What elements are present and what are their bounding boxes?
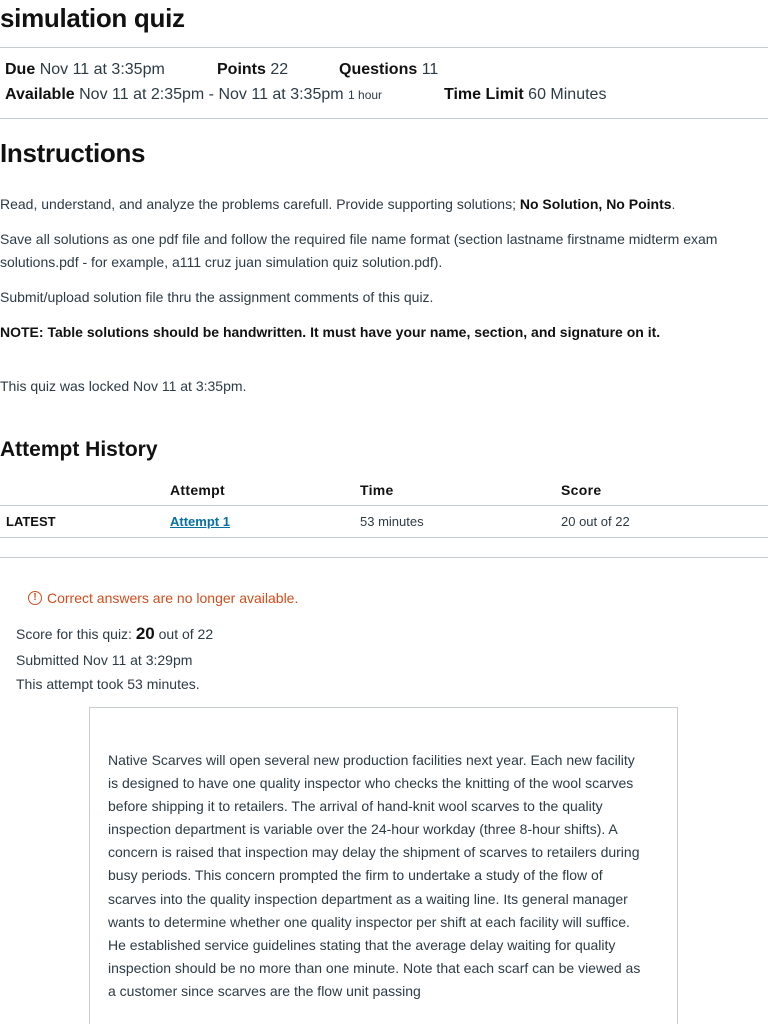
instructions-note: NOTE: Table solutions should be handwritten. It must have your name, section, and signature on it. (0, 324, 661, 340)
answers-unavailable-notice (28, 590, 298, 606)
time-limit-label: Time Limit (444, 86, 524, 103)
due-info (5, 61, 165, 79)
available-duration: 1 hour (348, 88, 383, 102)
instructions-p1-text: Read, understand, and analyze the problems carefull. Provide supporting solutions; (0, 196, 520, 212)
questions-info (339, 61, 438, 79)
divider (0, 557, 768, 558)
quiz-score (16, 624, 213, 644)
attempt-duration: This attempt took 53 minutes. (16, 676, 200, 692)
instructions-heading: Instructions (0, 138, 146, 168)
attempt-time: 53 minutes (360, 514, 424, 529)
due-label: Due (5, 61, 36, 78)
submitted-time: Submitted Nov 11 at 3:29pm (16, 652, 193, 668)
points-label: Points (217, 61, 266, 78)
instructions-paragraph-2: Save all solutions as one pdf file and follow the required file name format (section lastname firstname midterm exam solutions.pdf - for example, a111 cruz juan simulation quiz solution.pdf). (0, 231, 718, 270)
score-suffix: out of 22 (154, 626, 214, 642)
warning-icon: ! (28, 591, 42, 605)
points-value: 22 (270, 61, 289, 78)
locked-message: This quiz was locked Nov 11 at 3:35pm. (0, 378, 247, 394)
attempt-link[interactable]: Attempt 1 (170, 514, 230, 529)
divider (0, 47, 768, 48)
questions-value: 11 (421, 61, 439, 78)
instructions-p1-end: . (671, 196, 676, 212)
available-info (5, 86, 382, 104)
time-limit-info (444, 86, 606, 104)
time-limit-value: 60 Minutes (528, 86, 607, 103)
attempt-score: 20 out of 22 (561, 514, 630, 529)
divider (0, 118, 768, 119)
table-divider (0, 537, 768, 538)
column-header-score: Score (561, 482, 602, 498)
warning-text: Correct answers are no longer available. (47, 590, 299, 606)
score-value: 20 (135, 624, 155, 643)
row-latest-label: LATEST (6, 514, 56, 529)
column-header-time: Time (360, 482, 394, 498)
question-text: Native Scarves will open several new production facilities next year. Each new facility is designed to have one quality inspector who checks the knitting of the wool scarves before shipping it to retailers. The arrival of hand-knit wool scarves to the quality inspection department is variable over the 24-hour workday (three 8-hour shifts). A concern is raised that inspection may delay the shipment of scarves to retailers during busy periods. This concern prompted the firm to undertake a study of the flow of scarves into the quality inspection department as a waiting line. Its general manager wants to determine whether one quality inspector per shift at each facility will suffice. He established service guidelines stating that the average delay waiting for quality inspection should be no more than one minute. Note that each scarf can be viewed as a customer since scarves are the flow unit passing (108, 752, 641, 999)
question-box (89, 707, 678, 1024)
attempt-cell (170, 514, 230, 529)
questions-label: Questions (339, 61, 418, 78)
instructions-paragraph-1 (0, 193, 760, 216)
instructions-p1-bold: No Solution, No Points (519, 196, 672, 212)
page-title: simulation quiz (0, 3, 185, 33)
due-value: Nov 11 at 3:35pm (39, 61, 165, 78)
available-value: Nov 11 at 2:35pm - Nov 11 at 3:35pm (79, 86, 344, 103)
column-header-attempt: Attempt (170, 482, 225, 498)
available-label: Available (5, 86, 75, 103)
points-info (217, 61, 288, 79)
table-divider (0, 505, 768, 506)
attempt-history-heading: Attempt History (0, 438, 158, 461)
score-prefix: Score for this quiz: (16, 626, 136, 642)
instructions-paragraph-3: Submit/upload solution file thru the assignment comments of this quiz. (0, 289, 434, 305)
